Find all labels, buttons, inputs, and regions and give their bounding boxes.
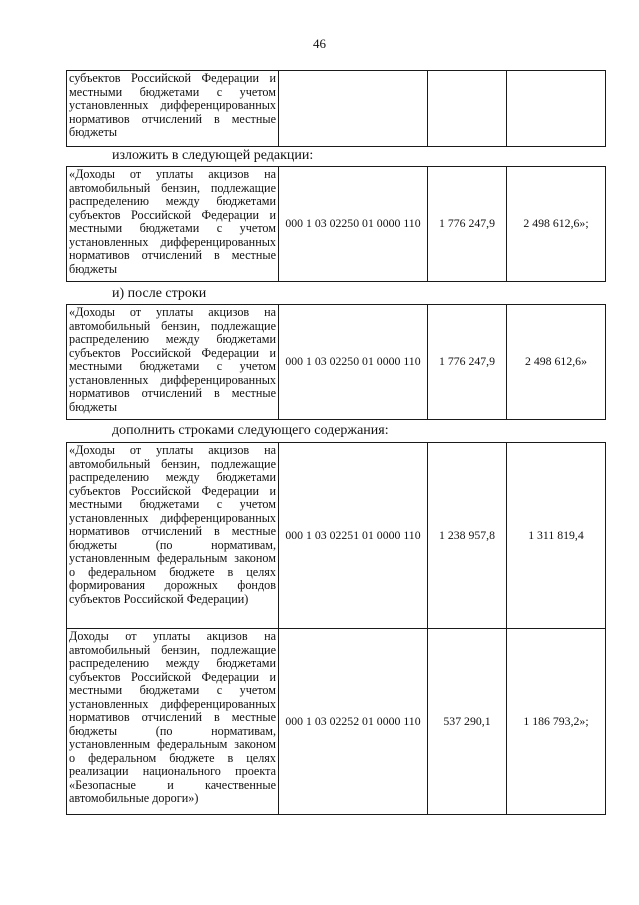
caption-after-row: и) после строки bbox=[112, 286, 207, 301]
row-code bbox=[279, 71, 428, 147]
table-row bbox=[67, 629, 606, 815]
row-code: 000 1 03 02252 01 0000 110 bbox=[279, 629, 428, 815]
row-value-2: 2 498 612,6»; bbox=[507, 167, 606, 282]
row-code: 000 1 03 02250 01 0000 110 bbox=[279, 167, 428, 282]
row-description: «Доходы от уплаты акцизов на автомобильный бензин, подлежащие распределению между бюджетами субъектов Российской Федерации и местными бюджетами с учетом установленных дифференцированных нормативов отчислений в местные бюджеты bbox=[67, 167, 279, 282]
table-row bbox=[67, 305, 606, 420]
row-value-1: 1 776 247,9 bbox=[428, 167, 507, 282]
table-after-row bbox=[66, 304, 606, 420]
table-new-edition bbox=[66, 166, 606, 282]
table-row bbox=[67, 167, 606, 282]
row-description: «Доходы от уплаты акцизов на автомобильный бензин, подлежащие распределению между бюджетами субъектов Российской Федерации и местными бюджетами с учетом установленных дифференцированных нормативов отчислений в местные бюджеты (по нормативам, установленным федеральным законом о федеральном бюджете в целях формирования дорожных фондов субъектов Российской Федерации) bbox=[67, 443, 279, 629]
row-code: 000 1 03 02251 01 0000 110 bbox=[279, 443, 428, 629]
row-value-2: 2 498 612,6» bbox=[507, 305, 606, 420]
row-value-2 bbox=[507, 71, 606, 147]
table-row bbox=[67, 71, 606, 147]
table-added-rows bbox=[66, 442, 606, 815]
row-value-2: 1 311 819,4 bbox=[507, 443, 606, 629]
page-number: 46 bbox=[313, 36, 326, 51]
row-description: «Доходы от уплаты акцизов на автомобильный бензин, подлежащие распределению между бюджетами субъектов Российской Федерации и местными бюджетами с учетом установленных дифференцированных нормативов отчислений в местные бюджеты bbox=[67, 305, 279, 420]
table-fragment-top bbox=[66, 70, 606, 147]
row-value-1 bbox=[428, 71, 507, 147]
table-row bbox=[67, 443, 606, 629]
row-value-2: 1 186 793,2»; bbox=[507, 629, 606, 815]
caption-add-rows: дополнить строками следующего содержания: bbox=[112, 423, 389, 438]
row-description: субъектов Российской Федерации и местными бюджетами с учетом установленных дифференцированных нормативов отчислений в местные бюджеты bbox=[67, 71, 279, 147]
caption-replace: изложить в следующей редакции: bbox=[112, 148, 314, 163]
row-code: 000 1 03 02250 01 0000 110 bbox=[279, 305, 428, 420]
row-description: Доходы от уплаты акцизов на автомобильный бензин, подлежащие распределению между бюджетами субъектов Российской Федерации и местными бюджетами с учетом установленных дифференцированных нормативов отчислений в местные бюджеты (по нормативам, установленным федеральным законом о федеральном бюджете в целях реализации национального проекта «Безопасные и качественные автомобильные дороги») bbox=[67, 629, 279, 815]
row-value-1: 1 776 247,9 bbox=[428, 305, 507, 420]
row-value-1: 537 290,1 bbox=[428, 629, 507, 815]
row-value-1: 1 238 957,8 bbox=[428, 443, 507, 629]
